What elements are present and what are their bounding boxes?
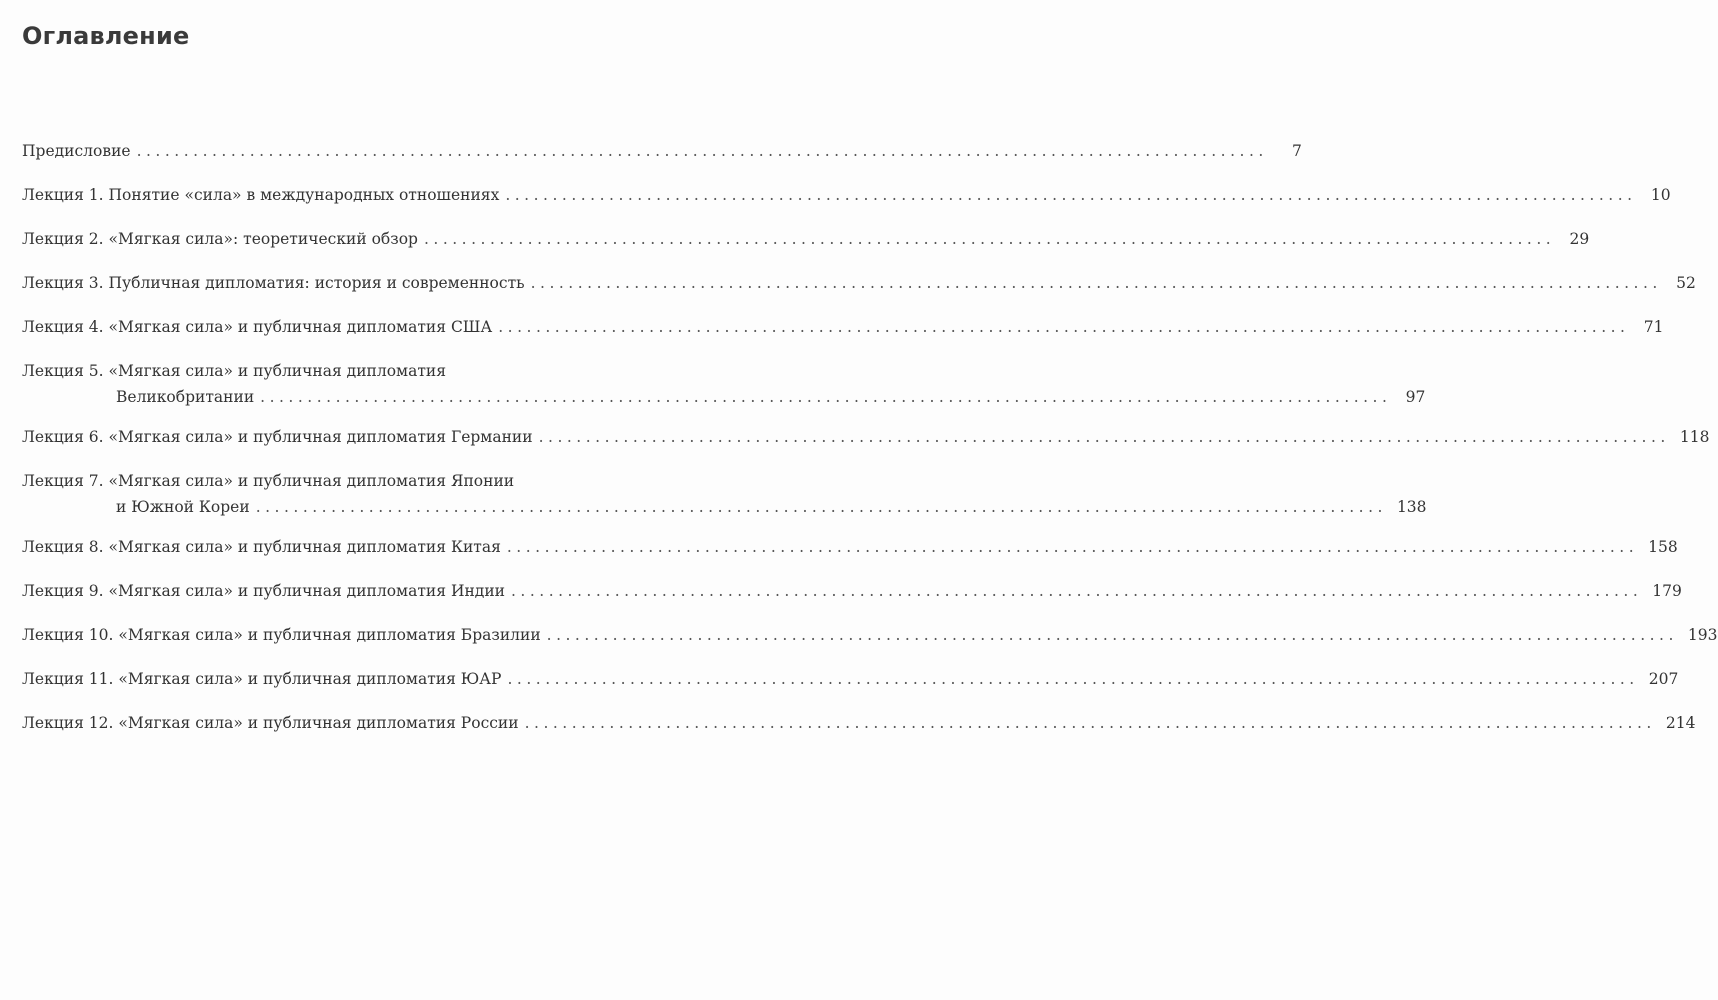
toc-entry[interactable] <box>22 358 1426 410</box>
toc-entry-page-number: 10 <box>1650 186 1671 204</box>
toc-entry-page-number: 52 <box>1676 274 1696 292</box>
toc-entry-page-number: 179 <box>1652 582 1682 600</box>
toc-entry[interactable] <box>22 710 1696 736</box>
toc-entry-label: Лекция 11. «Мягкая сила» и публичная дипломатия ЮАР <box>22 670 502 688</box>
toc-entry-label: Лекция 8. «Мягкая сила» и публичная дипломатия Китая <box>22 538 501 556</box>
toc-entry-label-continuation: Великобритании <box>116 388 255 406</box>
dot-leader: ........................................................................................................................ <box>498 318 1630 336</box>
dot-leader: ........................................................................................................................ <box>524 714 1656 732</box>
toc-entry[interactable] <box>22 622 1718 648</box>
toc-entry-page-number: 158 <box>1648 538 1678 556</box>
dot-leader: ........................................................................................................................ <box>255 498 1387 516</box>
toc-entry-label: Лекция 9. «Мягкая сила» и публичная дипломатия Индии <box>22 582 505 600</box>
toc-entry-label: Лекция 12. «Мягкая сила» и публичная дипломатия России <box>22 714 519 732</box>
toc-entry-page-number: 97 <box>1405 388 1426 406</box>
toc-entry[interactable] <box>22 534 1678 560</box>
toc-entry-page-number: 214 <box>1665 714 1696 732</box>
toc-entry[interactable] <box>22 182 1671 208</box>
toc-entry-page-number: 71 <box>1643 318 1664 336</box>
toc-entry[interactable] <box>22 138 1302 164</box>
toc-entry-label: Лекция 6. «Мягкая сила» и публичная дипломатия Германии <box>22 428 533 446</box>
dot-leader: ........................................................................................................................ <box>260 388 1392 406</box>
toc-entry-label: Лекция 3. Публичная дипломатия: история и современность <box>22 274 525 292</box>
dot-leader: ........................................................................................................................ <box>506 538 1639 556</box>
toc-entry-label-continuation: и Южной Кореи <box>116 498 250 516</box>
toc-entry-label: Лекция 10. «Мягкая сила» и публичная дипломатия Бразилии <box>22 626 541 644</box>
toc-entry[interactable] <box>22 314 1664 340</box>
table-of-contents <box>22 138 1718 754</box>
toc-entry-page-number: 118 <box>1679 428 1710 446</box>
toc-entry-label: Предисловие <box>22 142 131 160</box>
dot-leader: ........................................................................................................................ <box>136 142 1268 160</box>
toc-entry[interactable] <box>22 578 1682 604</box>
toc-entry[interactable] <box>22 468 1427 520</box>
toc-entry-page-number: 207 <box>1648 670 1679 688</box>
toc-entry[interactable] <box>22 424 1710 450</box>
toc-entry-label: Лекция 2. «Мягкая сила»: теоретический обзор <box>22 230 418 248</box>
toc-entry-label: Лекция 5. «Мягкая сила» и публичная дипломатия <box>22 362 447 380</box>
toc-entry[interactable] <box>22 270 1696 296</box>
toc-entry-label: Лекция 1. Понятие «сила» в международных отношениях <box>22 186 500 204</box>
toc-entry[interactable] <box>22 666 1679 692</box>
dot-leader: ........................................................................................................................ <box>507 670 1639 688</box>
toc-entry[interactable] <box>22 226 1590 252</box>
toc-entry-page-number: 193 <box>1687 626 1718 644</box>
page-title: Оглавление <box>22 22 190 50</box>
dot-leader: ........................................................................................................................ <box>511 582 1643 600</box>
dot-leader: ........................................................................................................................ <box>538 428 1670 446</box>
dot-leader: ........................................................................................................................ <box>546 626 1678 644</box>
dot-leader: ........................................................................................................................ <box>505 186 1637 204</box>
toc-entry-label: Лекция 4. «Мягкая сила» и публичная дипломатия США <box>22 318 493 336</box>
toc-entry-page-number: 138 <box>1396 498 1427 516</box>
dot-leader: ........................................................................................................................ <box>423 230 1556 248</box>
toc-entry-page-number: 29 <box>1569 230 1590 248</box>
toc-entry-page-number: 7 <box>1291 142 1302 160</box>
toc-entry-label: Лекция 7. «Мягкая сила» и публичная дипломатия Японии <box>22 472 515 490</box>
dot-leader: ........................................................................................................................ <box>530 274 1662 292</box>
